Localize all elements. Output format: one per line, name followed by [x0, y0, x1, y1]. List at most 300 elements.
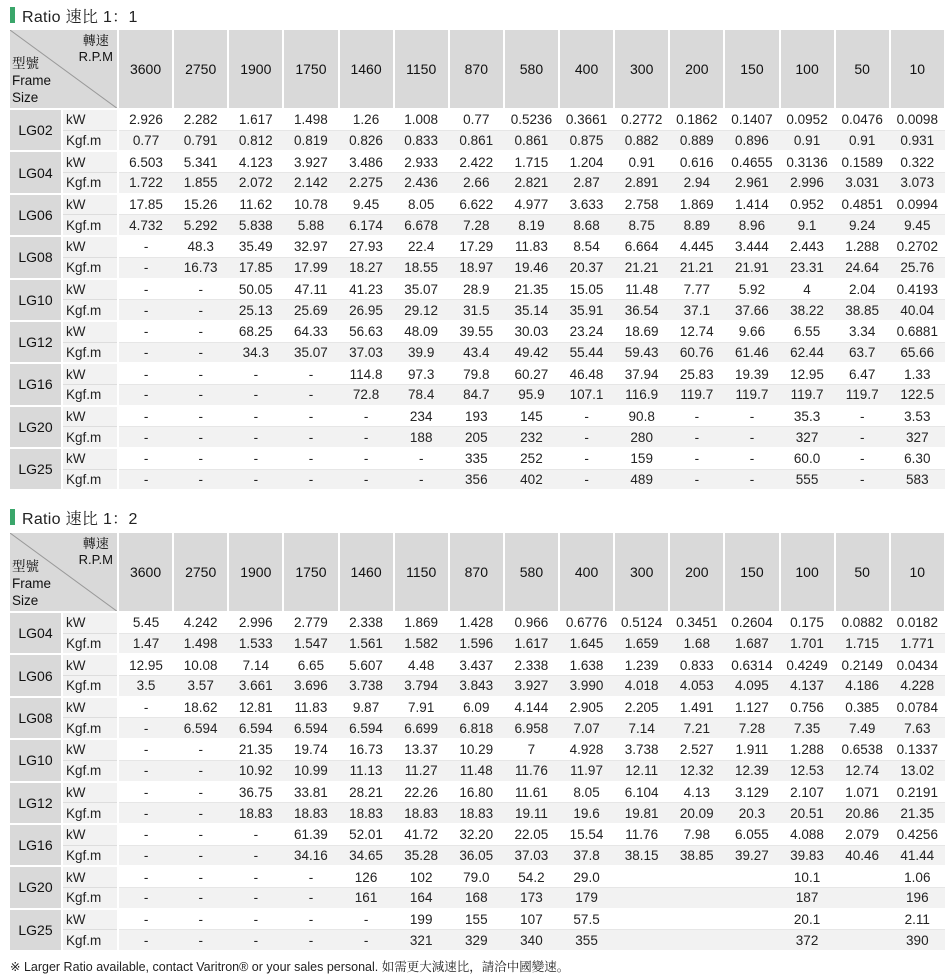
kw-cell: 0.0784: [890, 697, 945, 718]
kw-cell: -: [394, 448, 449, 469]
unit-kw: kW: [62, 363, 118, 384]
kw-cell: 2.933: [394, 151, 449, 172]
kw-cell: 39.55: [449, 321, 504, 342]
kw-cell: [724, 866, 779, 887]
kgf-cell: 6.594: [339, 718, 394, 739]
kw-cell: 21.35: [228, 739, 283, 760]
kw-cell: 21.35: [504, 279, 559, 300]
kgf-cell: 65.66: [890, 342, 945, 363]
kw-cell: 48.3: [173, 236, 228, 257]
kgf-cell: 3.5: [118, 676, 173, 697]
kgf-cell: -: [339, 469, 394, 490]
kgf-cell: 0.791: [173, 130, 228, 151]
kgf-cell: 39.9: [394, 342, 449, 363]
kw-cell: -: [118, 363, 173, 384]
kgf-cell: 11.27: [394, 760, 449, 781]
kw-cell: 0.91: [614, 151, 669, 172]
kw-cell: 9.87: [339, 697, 394, 718]
kgf-cell: 35.91: [559, 300, 614, 321]
kgf-cell: 2.436: [394, 173, 449, 194]
kw-cell: 0.966: [504, 612, 559, 633]
kw-cell: -: [559, 448, 614, 469]
kgf-cell: 372: [780, 930, 835, 951]
kgf-cell: 6.699: [394, 718, 449, 739]
kgf-cell: 72.8: [339, 384, 394, 405]
kgf-cell: -: [173, 803, 228, 824]
kgf-cell: 19.46: [504, 257, 559, 278]
kw-cell: 3.738: [614, 739, 669, 760]
kw-cell: 11.76: [614, 824, 669, 845]
rpm-header-1460: 1460: [339, 533, 394, 612]
kgf-cell: -: [118, 427, 173, 448]
rpm-header-1750: 1750: [283, 30, 338, 109]
kgf-cell: 9.24: [835, 215, 890, 236]
corner-size-text: Size: [12, 593, 39, 608]
kgf-cell: 19.11: [504, 803, 559, 824]
unit-kgf: Kgf.m: [62, 257, 118, 278]
kw-cell: 4.088: [780, 824, 835, 845]
kgf-cell: 321: [394, 930, 449, 951]
kw-cell: 335: [449, 448, 504, 469]
kw-cell: 18.69: [614, 321, 669, 342]
kgf-cell: 20.86: [835, 803, 890, 824]
model-label: LG12: [10, 321, 62, 363]
kw-cell: 0.6776: [559, 612, 614, 633]
table-row: [10, 406, 945, 427]
unit-kgf: Kgf.m: [62, 469, 118, 490]
kgf-cell: -: [118, 760, 173, 781]
kw-cell: 27.93: [339, 236, 394, 257]
kw-cell: 12.95: [780, 363, 835, 384]
kgf-cell: 8.89: [669, 215, 724, 236]
kw-cell: 19.74: [283, 739, 338, 760]
kw-cell: 1.715: [504, 151, 559, 172]
rpm-header-3600: 3600: [118, 30, 173, 109]
kgf-cell: 18.55: [394, 257, 449, 278]
kgf-cell: 11.97: [559, 760, 614, 781]
kw-cell: 1.869: [394, 612, 449, 633]
kw-cell: 1.414: [724, 194, 779, 215]
table-row: [10, 257, 945, 278]
table-row: [10, 130, 945, 151]
kw-cell: 0.5236: [504, 109, 559, 130]
kgf-cell: 1.645: [559, 633, 614, 654]
unit-kgf: Kgf.m: [62, 215, 118, 236]
kw-cell: 52.01: [339, 824, 394, 845]
model-label: LG04: [10, 612, 62, 654]
kw-cell: 4: [780, 279, 835, 300]
kgf-cell: -: [283, 469, 338, 490]
kw-cell: 1.617: [228, 109, 283, 130]
kw-cell: 107: [504, 909, 559, 930]
kgf-cell: 1.68: [669, 633, 724, 654]
table-row: [10, 739, 945, 760]
kgf-cell: 1.561: [339, 633, 394, 654]
kw-cell: 193: [449, 406, 504, 427]
kw-cell: 4.445: [669, 236, 724, 257]
corner-frame-label: [12, 55, 51, 106]
kw-cell: 60.27: [504, 363, 559, 384]
table-row: [10, 760, 945, 781]
kw-cell: 6.55: [780, 321, 835, 342]
rpm-header-580: 580: [504, 30, 559, 109]
kw-cell: 0.0952: [780, 109, 835, 130]
table-row: [10, 866, 945, 887]
kw-cell: 5.45: [118, 612, 173, 633]
kw-cell: 126: [339, 866, 394, 887]
kw-cell: 199: [394, 909, 449, 930]
kgf-cell: 3.794: [394, 676, 449, 697]
kgf-cell: 2.821: [504, 173, 559, 194]
kw-cell: 0.1337: [890, 739, 945, 760]
unit-kw: kW: [62, 739, 118, 760]
kgf-cell: 84.7: [449, 384, 504, 405]
kgf-cell: 232: [504, 427, 559, 448]
kgf-cell: 9.45: [890, 215, 945, 236]
spec-table-ratio-1-2: [10, 533, 946, 952]
table-row: [10, 342, 945, 363]
kw-cell: -: [173, 824, 228, 845]
kgf-cell: 20.3: [724, 803, 779, 824]
kw-cell: -: [173, 909, 228, 930]
kgf-cell: -: [283, 427, 338, 448]
kgf-cell: -: [669, 427, 724, 448]
kgf-cell: 355: [559, 930, 614, 951]
kgf-cell: -: [118, 300, 173, 321]
kgf-cell: 10.92: [228, 760, 283, 781]
kgf-cell: 0.826: [339, 130, 394, 151]
kgf-cell: 583: [890, 469, 945, 490]
kgf-cell: 38.22: [780, 300, 835, 321]
kw-cell: 2.079: [835, 824, 890, 845]
kw-cell: -: [173, 448, 228, 469]
unit-kgf: Kgf.m: [62, 887, 118, 908]
kw-cell: 3.129: [724, 782, 779, 803]
model-label: LG16: [10, 824, 62, 866]
kgf-cell: 2.275: [339, 173, 394, 194]
kw-cell: 8.05: [559, 782, 614, 803]
kgf-cell: 1.701: [780, 633, 835, 654]
kw-cell: 114.8: [339, 363, 394, 384]
kgf-cell: -: [669, 469, 724, 490]
kgf-cell: -: [228, 887, 283, 908]
kgf-cell: 12.11: [614, 760, 669, 781]
kgf-cell: -: [118, 887, 173, 908]
kgf-cell: 3.990: [559, 676, 614, 697]
kw-cell: 1.491: [669, 697, 724, 718]
kw-cell: 7: [504, 739, 559, 760]
kgf-cell: 0.91: [835, 130, 890, 151]
kgf-cell: 2.996: [780, 173, 835, 194]
kgf-cell: 0.861: [449, 130, 504, 151]
model-label: LG12: [10, 782, 62, 824]
kw-cell: 0.3661: [559, 109, 614, 130]
model-label: LG08: [10, 236, 62, 278]
kw-cell: 6.65: [283, 654, 338, 675]
kw-cell: -: [118, 406, 173, 427]
kw-cell: 12.95: [118, 654, 173, 675]
kw-cell: 79.0: [449, 866, 504, 887]
unit-kw: kW: [62, 448, 118, 469]
kw-cell: 15.54: [559, 824, 614, 845]
kw-cell: 0.322: [890, 151, 945, 172]
kgf-cell: 49.42: [504, 342, 559, 363]
kgf-cell: -: [283, 930, 338, 951]
kgf-cell: 390: [890, 930, 945, 951]
kw-cell: 2.282: [173, 109, 228, 130]
kgf-cell: 340: [504, 930, 559, 951]
kgf-cell: 4.732: [118, 215, 173, 236]
kw-cell: 2.926: [118, 109, 173, 130]
kw-cell: 2.338: [339, 612, 394, 633]
kw-cell: 17.29: [449, 236, 504, 257]
kgf-cell: 6.594: [173, 718, 228, 739]
kw-cell: 0.4256: [890, 824, 945, 845]
kgf-cell: 95.9: [504, 384, 559, 405]
kgf-cell: [724, 930, 779, 951]
kw-cell: 1.869: [669, 194, 724, 215]
kgf-cell: 4.137: [780, 676, 835, 697]
kgf-cell: 78.4: [394, 384, 449, 405]
kgf-cell: 8.68: [559, 215, 614, 236]
kgf-cell: 19.6: [559, 803, 614, 824]
kw-cell: 1.06: [890, 866, 945, 887]
kgf-cell: 3.57: [173, 676, 228, 697]
kgf-cell: 11.48: [449, 760, 504, 781]
kw-cell: 12.74: [669, 321, 724, 342]
kgf-cell: 35.28: [394, 845, 449, 866]
kgf-cell: 6.594: [228, 718, 283, 739]
kw-cell: 2.905: [559, 697, 614, 718]
table-row: [10, 173, 945, 194]
kw-cell: -: [228, 866, 283, 887]
kw-cell: 2.338: [504, 654, 559, 675]
kgf-cell: 40.04: [890, 300, 945, 321]
kw-cell: 7.77: [669, 279, 724, 300]
model-label: LG06: [10, 194, 62, 236]
corner-model-text: 型號: [12, 559, 39, 574]
kw-cell: 15.05: [559, 279, 614, 300]
kgf-cell: 168: [449, 887, 504, 908]
kgf-cell: 13.02: [890, 760, 945, 781]
model-label: LG08: [10, 697, 62, 739]
kw-cell: 7.14: [228, 654, 283, 675]
kgf-cell: 187: [780, 887, 835, 908]
kw-cell: -: [283, 406, 338, 427]
kw-cell: 0.1862: [669, 109, 724, 130]
kw-cell: 11.48: [614, 279, 669, 300]
kw-cell: 0.4655: [724, 151, 779, 172]
table-row: [10, 718, 945, 739]
kw-cell: 3.34: [835, 321, 890, 342]
kw-cell: 68.25: [228, 321, 283, 342]
unit-kw: kW: [62, 406, 118, 427]
kgf-cell: 21.91: [724, 257, 779, 278]
kgf-cell: 173: [504, 887, 559, 908]
rpm-header-2750: 2750: [173, 533, 228, 612]
kgf-cell: -: [118, 342, 173, 363]
kgf-cell: 5.292: [173, 215, 228, 236]
kgf-cell: 0.875: [559, 130, 614, 151]
unit-kw: kW: [62, 782, 118, 803]
kgf-cell: 6.678: [394, 215, 449, 236]
kgf-cell: 4.053: [669, 676, 724, 697]
kw-cell: 0.77: [449, 109, 504, 130]
kw-cell: -: [669, 448, 724, 469]
kgf-cell: 8.75: [614, 215, 669, 236]
kw-cell: 41.72: [394, 824, 449, 845]
section-title-text: Ratio 速比 1：2: [22, 510, 138, 528]
kgf-cell: 37.03: [339, 342, 394, 363]
table-row: [10, 676, 945, 697]
kw-cell: 20.1: [780, 909, 835, 930]
kw-cell: 1.288: [835, 236, 890, 257]
kgf-cell: 164: [394, 887, 449, 908]
rpm-header-100: 100: [780, 533, 835, 612]
kw-cell: 1.288: [780, 739, 835, 760]
kgf-cell: 119.7: [835, 384, 890, 405]
model-label: LG25: [10, 448, 62, 490]
kgf-cell: -: [118, 845, 173, 866]
table-row: [10, 469, 945, 490]
kw-cell: 0.4851: [835, 194, 890, 215]
kgf-cell: 18.83: [228, 803, 283, 824]
kw-cell: 2.779: [283, 612, 338, 633]
section-title-ratio-1-2: [10, 507, 138, 527]
table-row: [10, 448, 945, 469]
kgf-cell: 62.44: [780, 342, 835, 363]
kgf-cell: 4.186: [835, 676, 890, 697]
table-row: [10, 236, 945, 257]
kgf-cell: 0.91: [780, 130, 835, 151]
corner-frame-text: Frame: [12, 576, 52, 591]
kgf-cell: 161: [339, 887, 394, 908]
kgf-cell: 38.85: [835, 300, 890, 321]
kgf-cell: 18.97: [449, 257, 504, 278]
kgf-cell: 12.74: [835, 760, 890, 781]
kgf-cell: [669, 930, 724, 951]
kgf-cell: 196: [890, 887, 945, 908]
kw-cell: -: [173, 279, 228, 300]
unit-kw: kW: [62, 151, 118, 172]
kw-cell: 0.0182: [890, 612, 945, 633]
kw-cell: 4.13: [669, 782, 724, 803]
table-row: [10, 300, 945, 321]
table-row: [10, 612, 945, 633]
kgf-cell: 7.49: [835, 718, 890, 739]
header-corner: [10, 533, 118, 612]
kw-cell: -: [559, 406, 614, 427]
unit-kw: kW: [62, 236, 118, 257]
kgf-cell: -: [173, 930, 228, 951]
kgf-cell: 37.66: [724, 300, 779, 321]
kw-cell: -: [173, 363, 228, 384]
kw-cell: 7.98: [669, 824, 724, 845]
table-row: [10, 109, 945, 130]
kgf-cell: 18.83: [394, 803, 449, 824]
unit-kw: kW: [62, 194, 118, 215]
kgf-cell: 2.94: [669, 173, 724, 194]
kw-cell: 0.6314: [724, 654, 779, 675]
kgf-cell: 205: [449, 427, 504, 448]
kgf-cell: 107.1: [559, 384, 614, 405]
kgf-cell: 19.81: [614, 803, 669, 824]
rpm-header-400: 400: [559, 533, 614, 612]
kgf-cell: 2.891: [614, 173, 669, 194]
kw-cell: 2.205: [614, 697, 669, 718]
kgf-cell: 38.15: [614, 845, 669, 866]
kw-cell: -: [228, 909, 283, 930]
unit-kw: kW: [62, 866, 118, 887]
table-row: [10, 909, 945, 930]
kgf-cell: 23.31: [780, 257, 835, 278]
kw-cell: 19.39: [724, 363, 779, 384]
header-corner: [10, 30, 118, 109]
kw-cell: 0.2149: [835, 654, 890, 675]
kgf-cell: -: [118, 257, 173, 278]
corner-model-text: 型號: [12, 56, 39, 71]
kw-cell: 0.616: [669, 151, 724, 172]
kw-cell: 0.0994: [890, 194, 945, 215]
kgf-cell: 1.855: [173, 173, 228, 194]
kgf-cell: 327: [890, 427, 945, 448]
kgf-cell: 37.8: [559, 845, 614, 866]
kw-cell: 18.62: [173, 697, 228, 718]
rpm-header-200: 200: [669, 533, 724, 612]
kw-cell: -: [724, 406, 779, 427]
kgf-cell: 489: [614, 469, 669, 490]
kgf-cell: 17.99: [283, 257, 338, 278]
kgf-cell: 6.958: [504, 718, 559, 739]
kw-cell: [614, 866, 669, 887]
kw-cell: 54.2: [504, 866, 559, 887]
unit-kgf: Kgf.m: [62, 130, 118, 151]
kw-cell: 0.833: [669, 654, 724, 675]
kw-cell: 13.37: [394, 739, 449, 760]
kw-cell: -: [339, 448, 394, 469]
kgf-cell: -: [228, 930, 283, 951]
kw-cell: -: [283, 866, 338, 887]
kgf-cell: 1.617: [504, 633, 559, 654]
unit-kw: kW: [62, 654, 118, 675]
kw-cell: 0.4193: [890, 279, 945, 300]
kgf-cell: 31.5: [449, 300, 504, 321]
kgf-cell: 18.83: [283, 803, 338, 824]
kgf-cell: -: [118, 469, 173, 490]
kgf-cell: 18.83: [449, 803, 504, 824]
rpm-header-300: 300: [614, 533, 669, 612]
kw-cell: 2.443: [780, 236, 835, 257]
footnote: ※ Larger Ratio available, contact Varitron® or your sales personal. 如需更大減速比，請洽中國變速。: [10, 960, 570, 974]
kw-cell: [835, 909, 890, 930]
kw-cell: 10.1: [780, 866, 835, 887]
kw-cell: 22.05: [504, 824, 559, 845]
corner-speed-text: 轉速: [82, 536, 109, 551]
kw-cell: -: [228, 363, 283, 384]
section-title-text: Ratio 速比 1：1: [22, 8, 138, 26]
kgf-cell: 35.14: [504, 300, 559, 321]
kw-cell: -: [118, 448, 173, 469]
kgf-cell: 0.882: [614, 130, 669, 151]
kw-cell: 22.26: [394, 782, 449, 803]
kw-cell: 33.81: [283, 782, 338, 803]
kw-cell: -: [118, 321, 173, 342]
kw-cell: 5.607: [339, 654, 394, 675]
kw-cell: -: [283, 448, 338, 469]
kw-cell: [614, 909, 669, 930]
kw-cell: 1.498: [283, 109, 338, 130]
kw-cell: 17.85: [118, 194, 173, 215]
